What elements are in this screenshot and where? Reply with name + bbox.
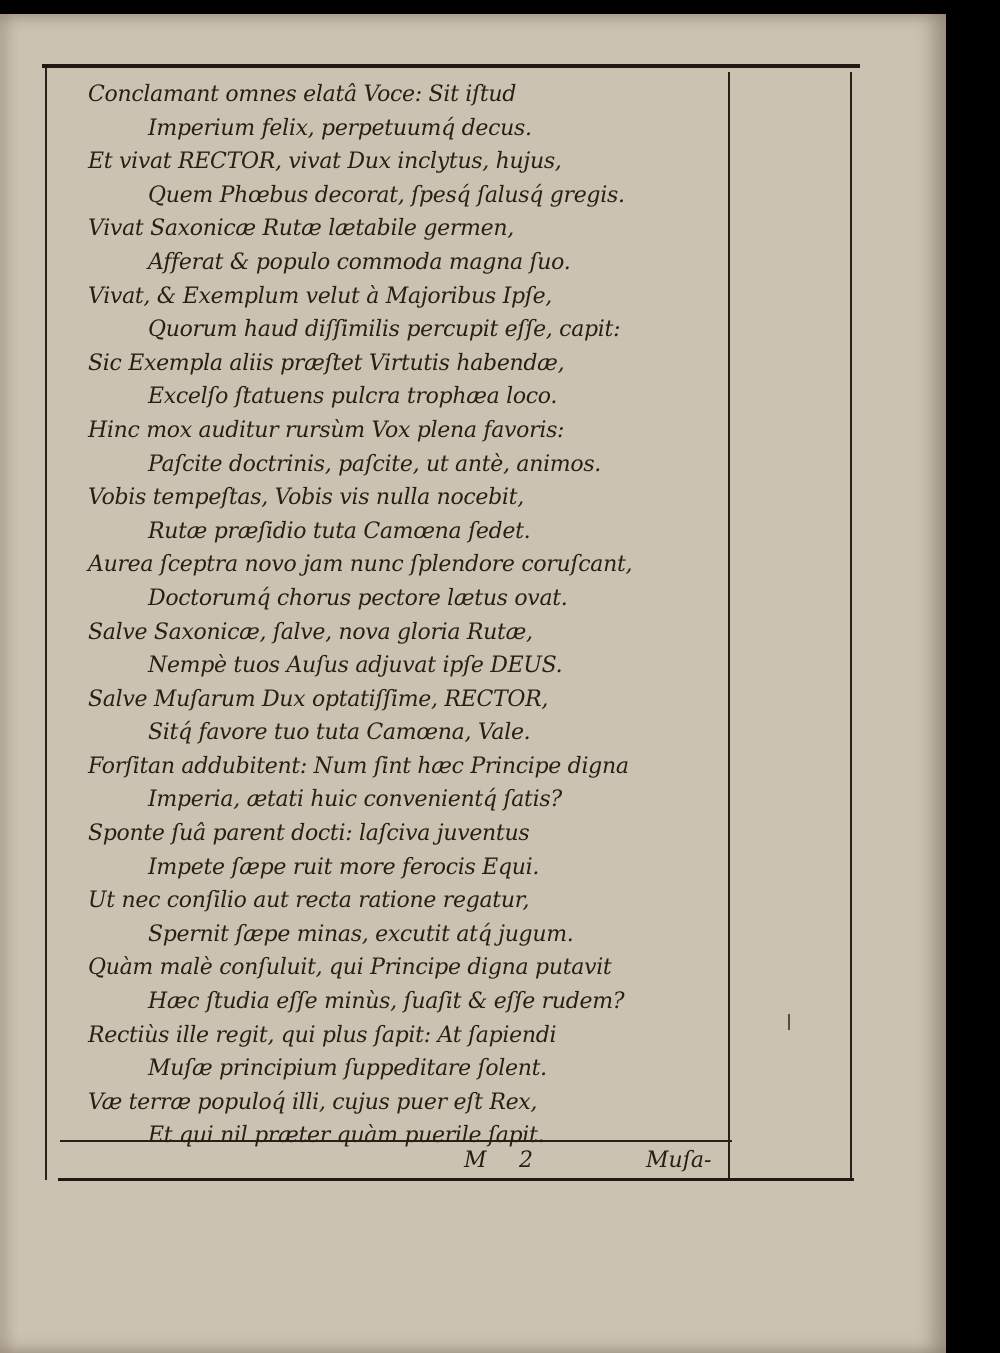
- verse-line: Et vivat RECTOR, vivat Dux inclytus, hujus,: [88, 149, 562, 175]
- verse-line: Hæc ſtudia eſſe minùs, ſuaſit & eſſe rudem?: [148, 989, 625, 1015]
- verse-line: Vivat Saxonicæ Rutæ lætabile germen,: [88, 216, 514, 242]
- verse-line: Imperia, ætati huic convenientq́ ſatis?: [148, 787, 562, 813]
- verse-line: Rutæ præſidio tuta Camœna ſedet.: [148, 518, 531, 544]
- verse-line: Conclamant omnes elatâ Voce: Sit iſtud: [88, 82, 517, 107]
- frame-bottom-rule: [58, 1178, 854, 1181]
- verse-line: Salve Saxonicæ, ſalve, nova gloria Rutæ,: [88, 619, 533, 645]
- verse-line: Afferat & populo commoda magna ſuo.: [148, 249, 571, 275]
- verse-line: Hinc mox auditur rursùm Vox plena favoris:: [88, 417, 565, 443]
- verse-line: Quorum haud diſſimilis percupit eſſe, capit:: [148, 317, 621, 343]
- verse-line: Aurea ſceptra novo jam nunc ſplendore coruſcant,: [88, 552, 633, 578]
- verse-line: Nempè tuos Auſus adjuvat ipſe DEUS.: [148, 653, 563, 679]
- verse-line: Sic Exempla aliis præſtet Virtutis habendæ,: [88, 350, 565, 376]
- verse-line: Imperium felix, perpetuumq́ decus.: [148, 115, 532, 141]
- margin-mark: [788, 1014, 790, 1030]
- page-number: 2: [519, 1148, 533, 1173]
- verse-line: Excelſo ſtatuens pulcra trophæa loco.: [148, 384, 558, 410]
- verse-line: Rectiùs ille regit, qui plus ſapit: At ſapiendi: [88, 1022, 557, 1048]
- verse-line: Et qui nil præter quàm puerile ſapit.: [148, 1123, 545, 1149]
- verse-line: Muſæ principium ſuppeditare ſolent.: [148, 1056, 547, 1082]
- frame-left-rule: [45, 68, 47, 1180]
- verse-line: Salve Muſarum Dux optatiſſime, RECTOR,: [88, 686, 549, 712]
- verse-line: Sitq́ favore tuo tuta Camœna, Vale.: [148, 720, 531, 746]
- frame-right-rule: [850, 72, 852, 1180]
- verse-line: Ut nec conſilio aut recta ratione regatur,: [88, 888, 530, 914]
- verse-line: Forſitan addubitent: Num ſint hæc Principe digna: [88, 753, 629, 779]
- verse-line: Quàm malè conſuluit, qui Principe digna putavit: [88, 955, 612, 981]
- verse-line: Paſcite doctrinis, paſcite, ut antè, animos.: [148, 451, 602, 477]
- verse-line: Impete ſæpe ruit more ferocis Equi.: [148, 854, 540, 880]
- catchword: Muſa-: [646, 1148, 712, 1173]
- verse-line: Spernit ſæpe minas, excutit atq́ jugum.: [148, 921, 574, 947]
- verse-line: Sponte ſuâ parent docti: laſciva juventus: [88, 821, 530, 847]
- verse-line: Vobis tempeſtas, Vobis vis nulla nocebit,: [88, 485, 524, 511]
- frame-top-rule: [42, 64, 860, 68]
- book-page: [0, 14, 946, 1353]
- verse-line: Quem Phœbus decorat, ſpesq́ ſalusq́ gregis.: [148, 182, 625, 208]
- margin-column-rule: [728, 72, 730, 1180]
- verse-line: Væ terræ populoq́ illi, cujus puer eſt Rex,: [88, 1089, 538, 1115]
- verse-line: Doctorumq́ chorus pectore lætus ovat.: [148, 585, 568, 611]
- signature-mark: M: [464, 1148, 487, 1173]
- poem-text: [88, 78, 728, 1153]
- verse-line: Vivat, & Exemplum velut à Majoribus Ipſe,: [88, 283, 552, 309]
